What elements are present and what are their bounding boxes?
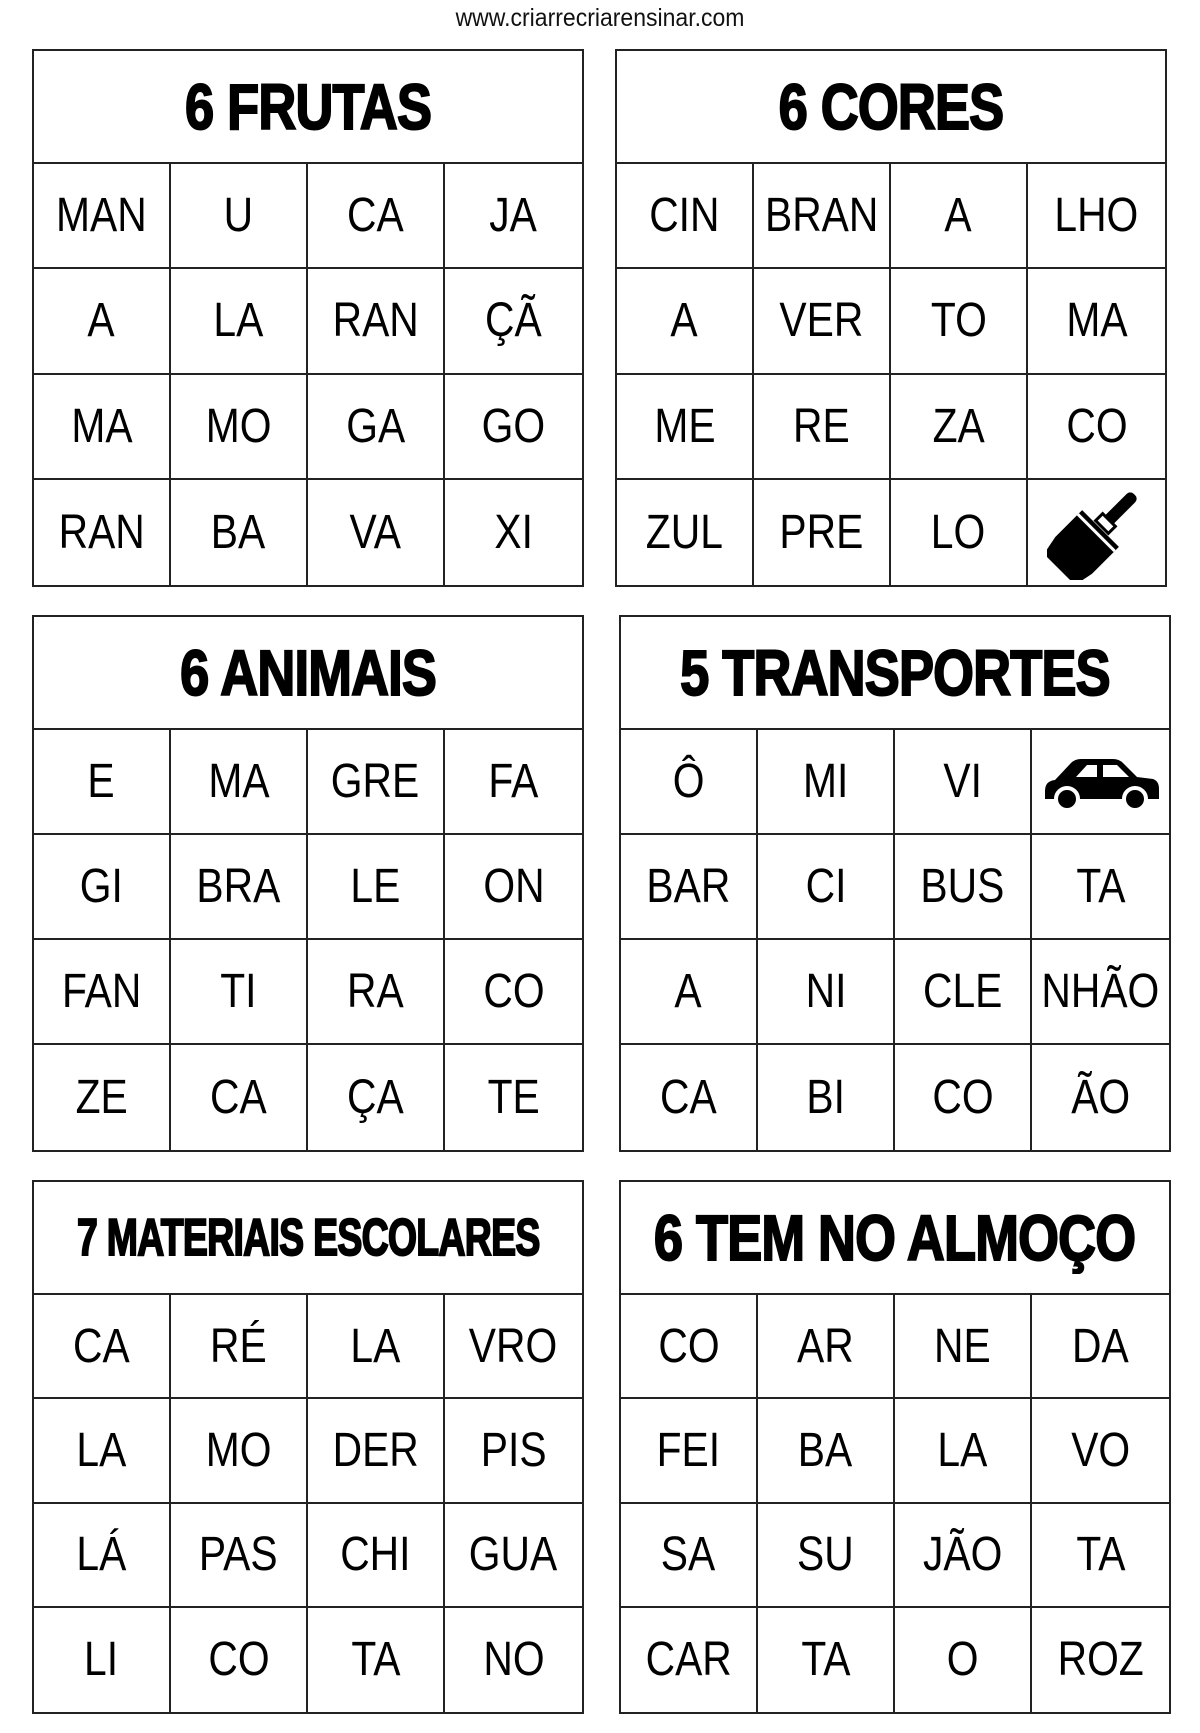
- syllable-text: JÃO: [922, 1528, 1003, 1582]
- syllable-cell: [34, 1608, 171, 1712]
- syllable-text: VA: [349, 505, 402, 559]
- syllable-text: CLE: [922, 965, 1003, 1018]
- syllable-text: VER: [779, 294, 864, 348]
- syllable-cell: [895, 730, 1032, 835]
- syllable-text: LO: [931, 505, 986, 559]
- syllable-cell: [1032, 1045, 1169, 1150]
- syllable-text: ME: [653, 399, 716, 453]
- syllable-cell: [171, 940, 308, 1045]
- syllable-cell: [445, 375, 582, 480]
- syllable-cell: [1028, 164, 1165, 269]
- syllable-text: CO: [931, 1071, 994, 1124]
- syllable-text: PAS: [199, 1528, 278, 1582]
- card-title-text: 7 MATERIAIS ESCOLARES: [76, 1208, 540, 1267]
- syllable-cell: [621, 1504, 758, 1608]
- syllable-text: CIN: [649, 189, 720, 243]
- syllable-cell: [308, 1399, 445, 1503]
- website-url: www.criarrecriarensinar.com: [455, 4, 745, 32]
- syllable-cell: [754, 375, 891, 480]
- syllable-text: PRE: [779, 505, 864, 559]
- syllable-card: [32, 49, 584, 587]
- syllable-text: LA: [937, 1423, 988, 1477]
- syllable-text: NI: [805, 965, 846, 1018]
- syllable-text: CA: [210, 1071, 267, 1124]
- card-title: [621, 617, 1169, 730]
- syllable-text: DER: [332, 1423, 419, 1477]
- syllable-text: LI: [84, 1633, 119, 1687]
- syllable-text: FA: [488, 755, 539, 808]
- syllable-text: RAN: [332, 294, 419, 348]
- syllable-card: [619, 615, 1171, 1152]
- syllable-cell: [895, 1045, 1032, 1150]
- syllable-cell: [617, 375, 754, 480]
- syllable-text: LÁ: [76, 1528, 127, 1582]
- syllable-cell: [308, 730, 445, 835]
- syllable-text: SU: [797, 1528, 854, 1582]
- syllable-cell: [34, 375, 171, 480]
- syllable-card: [32, 1180, 584, 1714]
- syllable-cell: [308, 1295, 445, 1399]
- syllable-text: A: [944, 189, 973, 243]
- syllable-text: VI: [943, 755, 982, 808]
- syllable-text: CI: [805, 860, 846, 913]
- syllable-text: ÇÃ: [485, 294, 542, 348]
- syllable-text: CHI: [340, 1528, 411, 1582]
- syllable-text: LA: [213, 294, 264, 348]
- syllable-cell: [621, 730, 758, 835]
- syllable-cell: [171, 375, 308, 480]
- syllable-text: MI: [802, 755, 849, 808]
- syllable-cell: [171, 269, 308, 374]
- syllable-text: CO: [482, 965, 545, 1018]
- syllable-cell: [758, 1295, 895, 1399]
- syllable-text: LHO: [1054, 189, 1139, 243]
- syllable-text: CO: [1065, 399, 1128, 453]
- syllable-text: A: [674, 965, 703, 1018]
- syllable-text: TE: [487, 1071, 540, 1124]
- syllable-cell: [758, 835, 895, 940]
- syllable-cell: [171, 480, 308, 585]
- syllable-cell: [1032, 835, 1169, 940]
- syllable-text: Ô: [672, 755, 705, 808]
- syllable-text: NE: [934, 1319, 991, 1373]
- syllable-text: ÇA: [347, 1071, 404, 1124]
- syllable-cell: [891, 164, 1028, 269]
- syllable-cell: [445, 1045, 582, 1150]
- syllable-card: [619, 1180, 1171, 1714]
- syllable-cell: [34, 269, 171, 374]
- syllable-text: ON: [482, 860, 545, 913]
- syllable-cell: [445, 480, 582, 585]
- syllable-text: GI: [79, 860, 124, 913]
- syllable-text: BA: [211, 505, 266, 559]
- syllable-text: TA: [800, 1633, 851, 1687]
- syllable-cell: [1032, 940, 1169, 1045]
- syllable-grid: [34, 1295, 582, 1712]
- syllable-text: SA: [661, 1528, 716, 1582]
- syllable-cell: [758, 1504, 895, 1608]
- syllable-grid: [621, 1295, 1169, 1712]
- syllable-cell: [895, 1399, 1032, 1503]
- syllable-text: VRO: [469, 1319, 558, 1373]
- syllable-cell: [34, 164, 171, 269]
- syllable-cell: [621, 940, 758, 1045]
- syllable-text: E: [87, 755, 116, 808]
- syllable-text: RE: [793, 399, 850, 453]
- syllable-card: [615, 49, 1167, 587]
- syllable-cell: [445, 835, 582, 940]
- syllable-cell: [758, 730, 895, 835]
- syllable-text: ROZ: [1057, 1633, 1144, 1687]
- card-title-text: 6 ANIMAIS: [179, 636, 437, 709]
- syllable-text: MO: [205, 1423, 272, 1477]
- card-title-text: 6 CORES: [778, 70, 1004, 143]
- syllable-text: A: [87, 294, 116, 348]
- syllable-cell: [34, 1295, 171, 1399]
- syllable-cell: [1028, 269, 1165, 374]
- syllable-grid: [621, 730, 1169, 1150]
- card-title-text: 6 FRUTAS: [184, 70, 432, 143]
- syllable-text: VO: [1071, 1423, 1130, 1477]
- syllable-text: DA: [1072, 1319, 1129, 1373]
- syllable-cell: [758, 1608, 895, 1712]
- syllable-cell: [171, 1608, 308, 1712]
- syllable-cell: [171, 1045, 308, 1150]
- syllable-cell: [171, 835, 308, 940]
- syllable-text: NHÃO: [1041, 965, 1160, 1018]
- syllable-cell: [171, 1504, 308, 1608]
- syllable-cell: [308, 835, 445, 940]
- syllable-cell: [617, 480, 754, 585]
- syllable-text: MA: [70, 399, 133, 453]
- syllable-text: XI: [494, 505, 533, 559]
- syllable-cell: [891, 375, 1028, 480]
- syllable-cell: [171, 164, 308, 269]
- card-title-text: 5 TRANSPORTES: [680, 636, 1110, 709]
- syllable-cell: [754, 480, 891, 585]
- syllable-cell: [895, 835, 1032, 940]
- syllable-cell: [34, 940, 171, 1045]
- syllable-text: AR: [797, 1319, 854, 1373]
- syllable-text: BRAN: [764, 189, 879, 243]
- syllable-text: TI: [220, 965, 257, 1018]
- syllable-text: CO: [207, 1633, 270, 1687]
- syllable-cell: [445, 940, 582, 1045]
- syllable-cell: [758, 940, 895, 1045]
- syllable-text: MA: [1065, 294, 1128, 348]
- syllable-cell: [308, 269, 445, 374]
- syllable-cell: [34, 1504, 171, 1608]
- syllable-cell: [171, 730, 308, 835]
- syllable-text: PIS: [480, 1423, 547, 1477]
- syllable-text: FAN: [61, 965, 142, 1018]
- syllable-cell: [621, 1045, 758, 1150]
- card-title: [617, 51, 1165, 164]
- syllable-cell: [445, 730, 582, 835]
- syllable-cell: [308, 375, 445, 480]
- syllable-cell: [34, 1399, 171, 1503]
- syllable-text: MAN: [56, 189, 147, 243]
- syllable-cell: [171, 1295, 308, 1399]
- syllable-text: JA: [489, 189, 538, 243]
- syllable-cell: [34, 480, 171, 585]
- syllable-text: LE: [350, 860, 401, 913]
- syllable-text: MA: [207, 755, 270, 808]
- syllable-text: ZE: [75, 1071, 128, 1124]
- syllable-text: ÃO: [1071, 1071, 1130, 1124]
- syllable-cell: [1032, 1504, 1169, 1608]
- syllable-cell: [1032, 1295, 1169, 1399]
- car-icon: [1032, 730, 1169, 835]
- syllable-cell: [754, 164, 891, 269]
- syllable-cell: [1032, 1399, 1169, 1503]
- syllable-text: LA: [76, 1423, 127, 1477]
- syllable-cell: [308, 1608, 445, 1712]
- syllable-text: GUA: [469, 1528, 558, 1582]
- syllable-cell: [308, 1045, 445, 1150]
- syllable-text: GO: [481, 399, 546, 453]
- syllable-text: A: [670, 294, 699, 348]
- syllable-cell: [758, 1045, 895, 1150]
- syllable-text: U: [223, 189, 254, 243]
- syllable-cell: [445, 1608, 582, 1712]
- card-title: [34, 617, 582, 730]
- syllable-cell: [445, 164, 582, 269]
- syllable-text: RA: [347, 965, 404, 1018]
- card-title-text: 6 TEM NO ALMOÇO: [654, 1201, 1136, 1274]
- syllable-text: CA: [73, 1319, 130, 1373]
- syllable-text: CAR: [645, 1633, 732, 1687]
- syllable-cell: [895, 1504, 1032, 1608]
- card-title: [621, 1182, 1169, 1295]
- syllable-cell: [895, 1608, 1032, 1712]
- syllable-text: FEI: [656, 1423, 721, 1477]
- syllable-text: GRE: [331, 755, 420, 808]
- syllable-text: CA: [660, 1071, 717, 1124]
- syllable-cell: [34, 835, 171, 940]
- syllable-cell: [308, 480, 445, 585]
- syllable-text: O: [946, 1633, 979, 1687]
- syllable-cell: [308, 164, 445, 269]
- syllable-text: RÉ: [210, 1319, 267, 1373]
- syllable-cell: [34, 1045, 171, 1150]
- syllable-cell: [758, 1399, 895, 1503]
- syllable-cell: [445, 1504, 582, 1608]
- syllable-cell: [895, 940, 1032, 1045]
- syllable-text: LA: [350, 1319, 401, 1373]
- syllable-cell: [445, 269, 582, 374]
- syllable-card: [32, 615, 584, 1152]
- syllable-text: TO: [930, 294, 987, 348]
- syllable-text: MO: [205, 399, 272, 453]
- syllable-cell: [891, 269, 1028, 374]
- syllable-text: TA: [1075, 860, 1126, 913]
- syllable-cell: [621, 835, 758, 940]
- syllable-text: TA: [1075, 1528, 1126, 1582]
- syllable-text: RAN: [58, 505, 145, 559]
- syllable-cell: [445, 1399, 582, 1503]
- syllable-cell: [617, 164, 754, 269]
- syllable-text: NO: [482, 1633, 545, 1687]
- syllable-cell: [308, 940, 445, 1045]
- card-title: [34, 1182, 582, 1295]
- syllable-text: BI: [806, 1071, 845, 1124]
- syllable-grid: [34, 730, 582, 1150]
- syllable-text: TA: [350, 1633, 401, 1687]
- syllable-text: CO: [657, 1319, 720, 1373]
- syllable-text: ZA: [932, 399, 985, 453]
- syllable-text: CA: [347, 189, 404, 243]
- syllable-cell: [621, 1295, 758, 1399]
- syllable-grid: [617, 164, 1165, 585]
- paintbrush-icon: [1028, 480, 1165, 585]
- syllable-text: BA: [798, 1423, 853, 1477]
- syllable-cell: [895, 1295, 1032, 1399]
- syllable-cell: [621, 1608, 758, 1712]
- syllable-cell: [34, 730, 171, 835]
- syllable-cell: [621, 1399, 758, 1503]
- syllable-grid: [34, 164, 582, 585]
- syllable-cell: [445, 1295, 582, 1399]
- syllable-text: BRA: [196, 860, 281, 913]
- syllable-cell: [754, 269, 891, 374]
- syllable-text: BUS: [920, 860, 1005, 913]
- syllable-cell: [891, 480, 1028, 585]
- syllable-cell: [1028, 375, 1165, 480]
- syllable-cell: [1032, 1608, 1169, 1712]
- syllable-text: GA: [346, 399, 405, 453]
- syllable-cell: [171, 1399, 308, 1503]
- syllable-cell: [308, 1504, 445, 1608]
- syllable-text: ZUL: [645, 505, 724, 559]
- syllable-cell: [617, 269, 754, 374]
- syllable-text: BAR: [646, 860, 731, 913]
- card-title: [34, 51, 582, 164]
